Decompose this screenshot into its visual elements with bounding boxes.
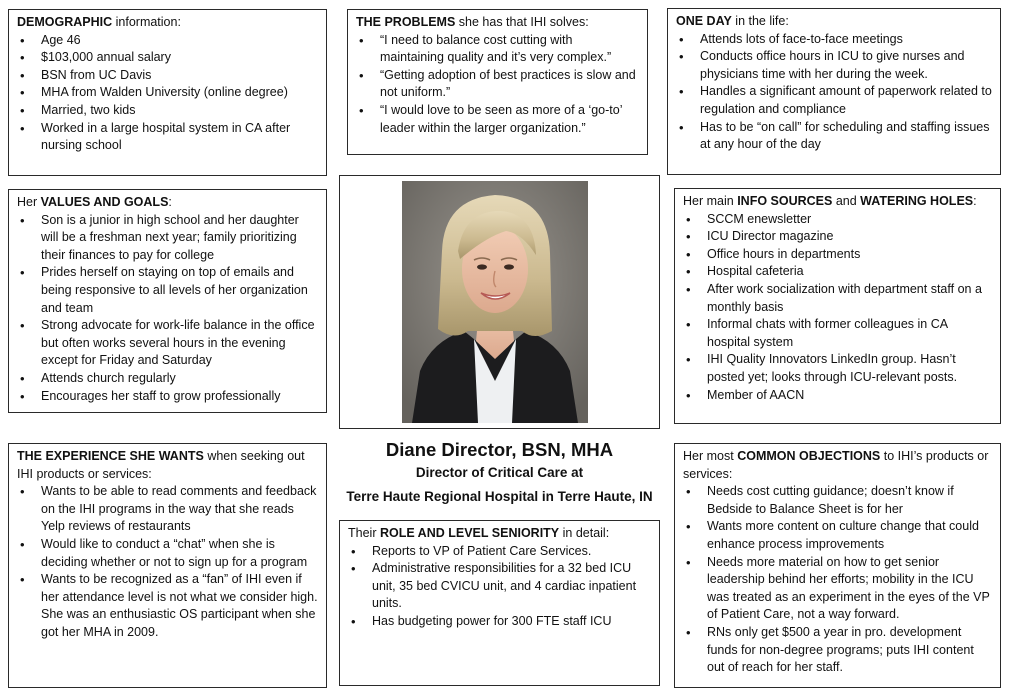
persona-title-line2: Terre Haute Regional Hospital in Terre Haute, IN: [346, 489, 653, 504]
info-list: [683, 211, 992, 405]
list-item: • RNs only get $500 a year in pro. development funds for non-degree programs; puts IHI content out of reach for her staff.: [683, 624, 992, 677]
objections-box: [674, 443, 1001, 688]
list-item: • BSN from UC Davis: [17, 67, 318, 85]
values-heading: Her VALUES AND GOALS:: [17, 195, 172, 209]
objections-list: [683, 483, 992, 677]
objections-heading: Her most COMMON OBJECTIONS to IHI’s products or services:: [683, 449, 989, 481]
list-item: • Reports to VP of Patient Care Services.: [348, 543, 651, 561]
list-item: • “Getting adoption of best practices is slow and not uniform.”: [356, 67, 639, 102]
experience-box: [8, 443, 327, 688]
portrait-illustration: [402, 181, 588, 423]
demographic-list: [17, 32, 318, 155]
list-item: • Conducts office hours in ICU to give nurses and physicians time with her during the week.: [676, 48, 992, 83]
list-item: • Age 46: [17, 32, 318, 50]
list-item: • Wants to be recognized as a “fan” of IHI even if her attendance level is not what we consider high. She was an enthusiastic OS participant when she got her MHA in 2009.: [17, 571, 318, 641]
demographic-heading: DEMOGRAPHIC information:: [17, 15, 181, 29]
list-item: • Married, two kids: [17, 102, 318, 120]
list-item: • “I would love to be seen as more of a ‘go-to’ leader within the larger organization.”: [356, 102, 639, 137]
one-day-list: [676, 31, 992, 154]
list-item: • Needs more material on how to get senior leadership behind her efforts; mobility in the ICU was treated as an experiment in the eyes of the VP of Patient Care, not a way forward.: [683, 554, 992, 624]
role-heading: Their ROLE AND LEVEL SENIORITY in detail:: [348, 526, 610, 540]
persona-title-line1: Director of Critical Care at: [415, 465, 584, 480]
list-item: • ICU Director magazine: [683, 228, 992, 246]
role-list: [348, 543, 651, 631]
values-list: [17, 212, 318, 406]
list-item: • Office hours in departments: [683, 246, 992, 264]
list-item: • MHA from Walden University (online degree): [17, 84, 318, 102]
list-item: • Hospital cafeteria: [683, 263, 992, 281]
list-item: • Needs cost cutting guidance; doesn’t know if Bedside to Balance Sheet is for her: [683, 483, 992, 518]
list-item: • IHI Quality Innovators LinkedIn group. Hasn’t posted yet; looks through ICU-relevant posts.: [683, 351, 992, 386]
list-item: • Wants to be able to read comments and feedback on the IHI programs in the way that she reads Yelp reviews of restaurants: [17, 483, 318, 536]
problems-heading: THE PROBLEMS she has that IHI solves:: [356, 15, 589, 29]
list-item: • Member of AACN: [683, 387, 992, 405]
list-item: • Handles a significant amount of paperwork related to regulation and compliance: [676, 83, 992, 118]
persona-photo: [402, 181, 588, 423]
demographic-box: [8, 9, 327, 176]
one-day-heading: ONE DAY in the life:: [676, 14, 789, 28]
list-item: • Prides herself on staying on top of emails and being responsive to all levels of her organization and team: [17, 264, 318, 317]
list-item: • Strong advocate for work-life balance in the office but often works several hours in the evening except for Friday and Saturday: [17, 317, 318, 370]
list-item: • Would like to conduct a “chat” when she is deciding whether or not to sign up for a program: [17, 536, 318, 571]
list-item: • $103,000 annual salary: [17, 49, 318, 67]
list-item: • Informal chats with former colleagues in CA hospital system: [683, 316, 992, 351]
persona-name: Diane Director, BSN, MHA: [385, 439, 614, 460]
list-item: • Wants more content on culture change that could enhance process improvements: [683, 518, 992, 553]
one-day-box: [667, 8, 1001, 175]
info-heading: Her main INFO SOURCES and WATERING HOLES:: [683, 194, 977, 208]
list-item: • Son is a junior in high school and her daughter will be a freshman next year; family prioritizing their finances to pay for college: [17, 212, 318, 265]
list-item: • Administrative responsibilities for a 32 bed ICU unit, 35 bed CVICU unit, and 4 cardiac inpatient units.: [348, 560, 651, 613]
list-item: • Has budgeting power for 300 FTE staff ICU: [348, 613, 651, 631]
list-item: • Has to be “on call” for scheduling and staffing issues at any hour of the day: [676, 119, 992, 154]
info-sources-box: [674, 188, 1001, 424]
list-item: • Worked in a large hospital system in CA after nursing school: [17, 120, 318, 155]
persona-photo-box: [339, 175, 660, 429]
list-item: • SCCM enewsletter: [683, 211, 992, 229]
list-item: • “I need to balance cost cutting with maintaining quality and it’s very complex.”: [356, 32, 639, 67]
experience-list: [17, 483, 318, 641]
list-item: • Encourages her staff to grow professionally: [17, 388, 318, 406]
persona-header: [339, 437, 660, 507]
values-goals-box: [8, 189, 327, 413]
problems-list: [356, 32, 639, 138]
list-item: • After work socialization with department staff on a monthly basis: [683, 281, 992, 316]
role-seniority-box: [339, 520, 660, 686]
problems-box: [347, 9, 648, 155]
experience-heading: THE EXPERIENCE SHE WANTS when seeking out IHI products or services:: [17, 449, 305, 481]
list-item: • Attends lots of face-to-face meetings: [676, 31, 992, 49]
list-item: • Attends church regularly: [17, 370, 318, 388]
